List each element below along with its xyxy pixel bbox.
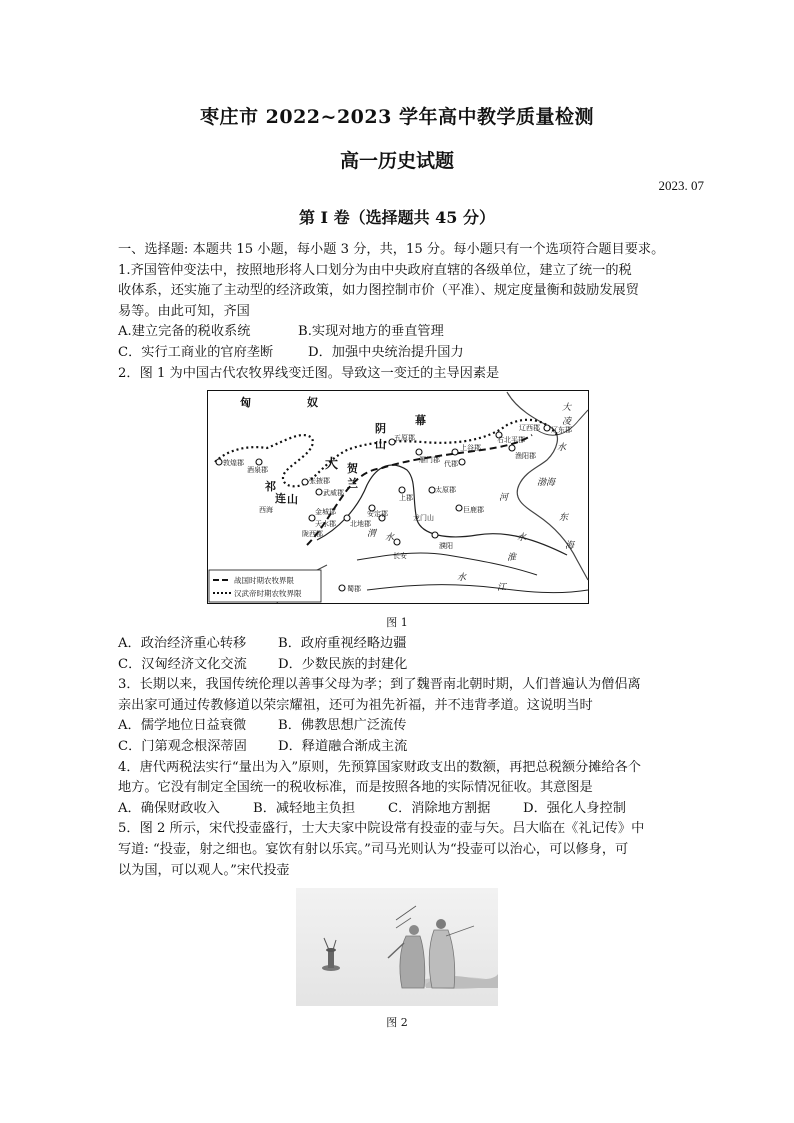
map-label: 武威郡	[323, 489, 344, 497]
q3-option-d: D．释道融合渐成主流	[278, 738, 408, 754]
map-label: 连	[275, 492, 286, 505]
q4-option-c: C．消除地方割据	[388, 800, 491, 816]
figure-1-caption: 图 1	[386, 616, 408, 629]
q1-line: 1.齐国管仲变法中，按照地形将人口划分为由中央政府直辖的各级单位，建立了统一的税	[118, 262, 632, 278]
map-label: 酒泉郡	[247, 466, 268, 474]
map-label: 凌	[562, 417, 572, 427]
question-block-1	[118, 240, 678, 384]
map-label: 阴	[375, 422, 386, 435]
map-label: 蜀郡	[347, 585, 361, 593]
exam-date: 2023. 07	[658, 178, 704, 193]
map-label: 北地郡	[350, 520, 371, 528]
map-label: 金城郡	[315, 508, 336, 516]
map-label: 东	[559, 513, 569, 523]
q2-option-d: D．少数民族的封建化	[278, 656, 408, 672]
map-label: 辽东郡	[551, 426, 572, 434]
q3-option-b: B．佛教思想广泛流传	[278, 718, 407, 734]
figure-2-caption: 图 2	[386, 1016, 408, 1029]
q1-line: 易等。由此可知，齐国	[118, 303, 250, 319]
legend-item-warring-states: 战国时期农牧界限	[234, 576, 294, 585]
map-label: 水	[517, 533, 527, 543]
question-block-2	[118, 634, 678, 881]
map-label: 河	[499, 493, 509, 503]
map-label: 右北平郡	[497, 436, 525, 444]
q2-option-b: B．政府重视经略边疆	[278, 636, 407, 651]
legend-item-han-wudi: 汉武帝时期农牧界限	[234, 589, 302, 598]
q4-option-b: B．减轻地主负担	[253, 800, 356, 816]
q3-option-a: A．儒学地位日益衰微	[118, 718, 247, 734]
q4-option-d: D．强化人身控制	[523, 800, 626, 816]
map-label: 山	[287, 493, 298, 506]
map-label: 渤海	[537, 478, 556, 488]
q5-line: 写道: “投壶，射之细也。宴饮有射以乐宾。”司马光则认为“投壶可以治心，可以修身，可	[118, 841, 629, 857]
map-label: 上谷郡	[460, 444, 481, 452]
section-heading: 第 I 卷（选择题共 45 分）	[298, 208, 496, 227]
map-label: 水	[557, 443, 567, 453]
q3-options-row	[118, 716, 678, 737]
map-label: 张掖郡	[309, 477, 330, 485]
q1-option-a: A.建立完备的税收系统	[118, 324, 251, 340]
map-label: 安定郡	[367, 510, 388, 518]
map-label: 山	[375, 438, 386, 451]
q2-option-c: C．汉匈经济文化交流	[118, 656, 247, 672]
map-label: 祁	[265, 480, 276, 493]
instructions: 一、选择题: 本题共 15 小题，每小题 3 分，共，15 分。每小题只有一个选项符合题目要求。	[118, 242, 665, 257]
map-label: 长安	[393, 552, 407, 560]
map-label: 龙门山	[413, 514, 434, 522]
q4-options-row	[118, 799, 678, 820]
q1-options-row	[118, 322, 678, 343]
q1-option-c: C．实行工商业的官府垄断	[118, 344, 274, 360]
map-label: 江	[497, 583, 507, 593]
map-label: 水	[385, 533, 395, 543]
figure-1-map	[207, 390, 589, 604]
q5-line: 以为国，可以观人。”宋代投壶	[118, 862, 290, 878]
map-label: 太原郡	[435, 486, 456, 494]
map-label: 敦煌郡	[223, 459, 244, 467]
map-label: 西海	[259, 506, 273, 514]
q1-options-row	[118, 343, 678, 364]
map-label: 五原郡	[394, 434, 415, 442]
q3-line: 亲出家可通过传教修道以荣宗耀祖，还可为祖先祈福，并不违背孝道。这说明当时	[118, 697, 593, 713]
q1-option-b: B.实现对地方的垂直管理	[298, 324, 444, 340]
map-label: 贺	[347, 462, 358, 475]
q1-line: 收体系，还实施了主动型的经济政策，如力图控制市价（平准）、规定度量衡和鼓励发展贸	[118, 283, 639, 299]
q2-options-row	[118, 655, 678, 676]
map-label: 淮	[507, 553, 517, 563]
figure-2-painting	[296, 888, 498, 1006]
map-label: 大	[325, 457, 339, 472]
map-label: 陇西郡	[302, 530, 323, 538]
map-label: 渔阳郡	[515, 452, 536, 460]
q4-line: 地方。它没有制定全国统一的税收标准，而是按照各地的实际情况征收。其意图是	[118, 780, 593, 796]
q4-line: 4．唐代两税法实行“量出为入”原则，先预算国家财政支出的数额，再把总税额分摊给各个	[118, 759, 641, 775]
map-label: 天水郡	[315, 520, 336, 528]
map-label: 兰	[347, 477, 358, 490]
q3-option-c: C．门第观念根深蒂固	[118, 738, 247, 754]
exam-subtitle: 高一历史试题	[339, 150, 454, 172]
map-label: 渭	[367, 529, 377, 539]
q3-line: 3．长期以来，我国传统伦理以善事父母为孝；到了魏晋南北朝时期，人们普遍认为僧侣离	[118, 677, 641, 693]
map-label: 雁门郡	[419, 456, 440, 464]
exam-title: 枣庄市 2022~2023 学年高中教学质量检测	[200, 106, 594, 128]
map-label: 巨鹿郡	[463, 506, 484, 514]
q4-option-a: A．确保财政收入	[118, 800, 220, 816]
q3-options-row	[118, 737, 678, 758]
q1-option-d: D．加强中央统治提升国力	[308, 344, 464, 360]
q5-line: 5．图 2 所示，宋代投壶盛行，士大夫家中院设常有投壶的壶与矢。吕大临在《礼记传》中	[118, 821, 645, 837]
map-label: 大	[562, 403, 572, 413]
map-label: 上郡	[399, 494, 413, 502]
map-label: 代郡	[444, 460, 458, 468]
map-label: 幕	[415, 414, 426, 427]
map-label: 海	[565, 541, 575, 551]
q2-stem: 2．图 1 为中国古代农牧界线变迁图。导致这一变迁的主导因素是	[118, 365, 500, 381]
q2-options-row	[118, 634, 678, 655]
q2-option-a: A．政治经济重心转移	[118, 636, 247, 651]
map-label: 奴	[307, 396, 318, 409]
map-label: 濮阳	[439, 542, 453, 550]
map-label: 辽西郡	[519, 424, 540, 432]
map-legend	[209, 570, 321, 602]
map-label: 匈	[240, 396, 251, 409]
map-label: 水	[457, 573, 467, 583]
